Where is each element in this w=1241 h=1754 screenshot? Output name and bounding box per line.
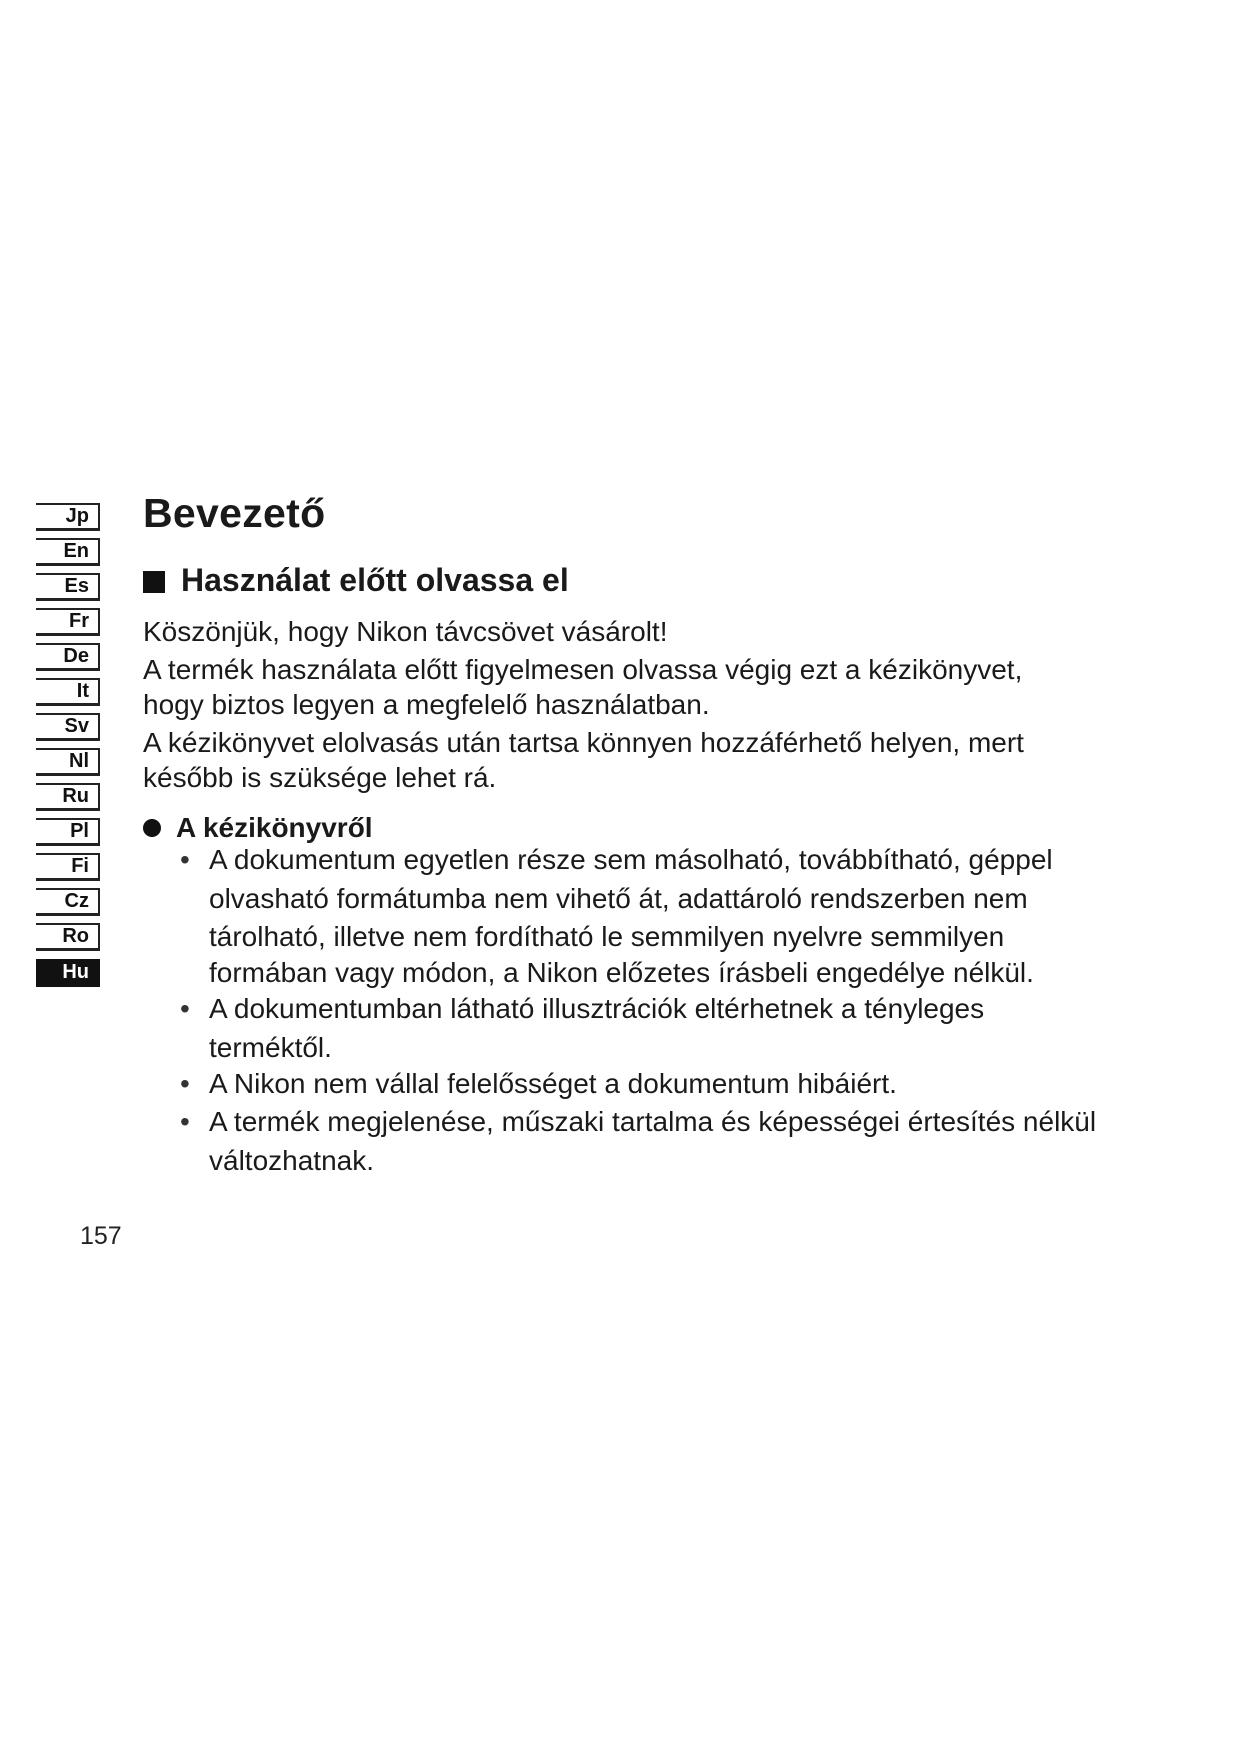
lang-tab-pl[interactable]: Pl <box>36 818 100 846</box>
intro-line-1: Köszönjük, hogy Nikon távcsövet vásárolt! <box>143 616 668 647</box>
bullet-1-line-3: tárolható, illetve nem fordítható le semmilyen nyelvre semmilyen <box>209 921 1005 952</box>
page-title: Bevezető <box>143 490 326 536</box>
intro-line-2: A termék használata előtt figyelmesen olvassa végig ezt a kézikönyvet, <box>143 654 1023 685</box>
lang-tab-cz[interactable]: Cz <box>36 888 100 916</box>
bullet-dot-icon: • <box>180 1106 190 1137</box>
lang-tab-es[interactable]: Es <box>36 573 100 601</box>
section-heading <box>143 562 569 599</box>
bullet-dot-icon: • <box>180 844 190 875</box>
bullet-dot-icon: • <box>180 993 190 1024</box>
section-heading-text: Használat előtt olvassa el <box>181 562 569 598</box>
subsection-heading <box>143 812 373 844</box>
lang-tab-nl[interactable]: Nl <box>36 748 100 776</box>
intro-line-4: A kézikönyvet elolvasás után tartsa könnyen hozzáférhető helyen, mert <box>143 727 1024 758</box>
bullet-4-line-2: változhatnak. <box>209 1145 374 1176</box>
circle-bullet-icon <box>143 819 161 837</box>
intro-line-5: később is szüksége lehet rá. <box>143 762 497 793</box>
bullet-1-line-2: olvasható formátumba nem vihető át, adattároló rendszerben nem <box>209 883 1028 914</box>
square-bullet-icon <box>143 571 165 593</box>
lang-tab-de[interactable]: De <box>36 643 100 671</box>
bullet-2-line-1: A dokumentumban látható illusztrációk eltérhetnek a tényleges <box>209 993 985 1024</box>
subsection-heading-text: A kézikönyvről <box>176 812 373 843</box>
lang-tab-ru[interactable]: Ru <box>36 783 100 811</box>
bullet-1-line-4: formában vagy módon, a Nikon előzetes írásbeli engedélye nélkül. <box>209 957 1034 988</box>
lang-tab-it[interactable]: It <box>36 678 100 706</box>
bullet-1-line-1: A dokumentum egyetlen része sem másolható, továbbítható, géppel <box>209 844 1053 875</box>
bullet-dot-icon: • <box>180 1068 190 1099</box>
lang-tab-jp[interactable]: Jp <box>36 503 100 531</box>
bullet-3-line-1: A Nikon nem vállal felelősséget a dokumentum hibáiért. <box>209 1068 897 1099</box>
intro-line-3: hogy biztos legyen a megfelelő használatban. <box>143 689 710 720</box>
bullet-4-line-1: A termék megjelenése, műszaki tartalma és képességei értesítés nélkül <box>209 1106 1097 1137</box>
lang-tab-fi[interactable]: Fi <box>36 853 100 881</box>
lang-tab-fr[interactable]: Fr <box>36 608 100 636</box>
lang-tab-hu-active[interactable]: Hu <box>36 959 100 987</box>
lang-tab-sv[interactable]: Sv <box>36 713 100 741</box>
bullet-2-line-2: terméktől. <box>209 1032 332 1063</box>
lang-tab-ro[interactable]: Ro <box>36 923 100 951</box>
page-number: 157 <box>80 1222 122 1250</box>
lang-tab-en[interactable]: En <box>36 538 100 566</box>
